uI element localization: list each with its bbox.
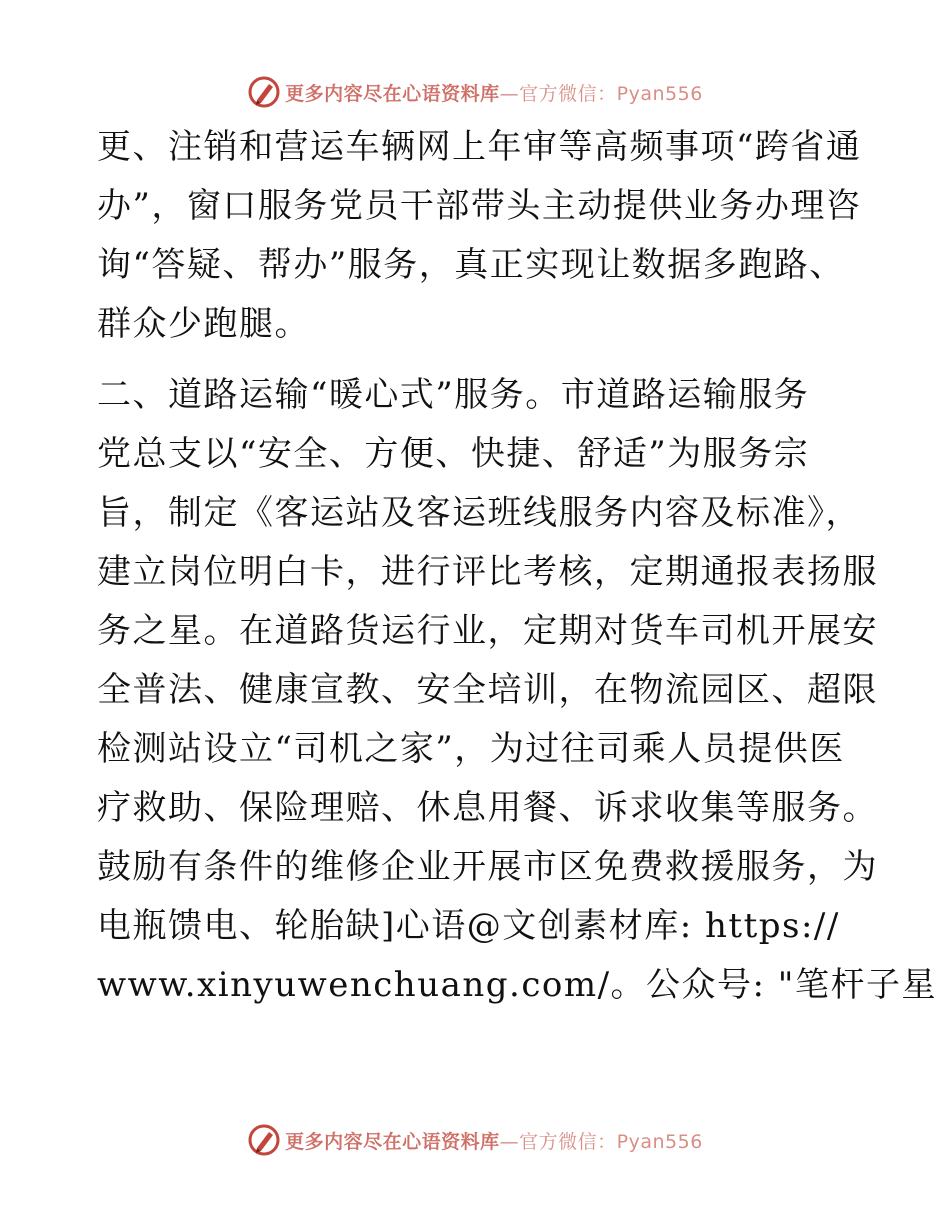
text-line: 更、注销和营运车辆网上年审等高频事项“跨省通 xyxy=(97,127,862,167)
text-line: 二、道路运输“暖心式”服务。市道路运输服务 xyxy=(97,375,810,415)
paragraph-2 xyxy=(97,366,937,1015)
footer-banner xyxy=(0,1120,950,1160)
text-line: 询“答疑、帮办”服务，真正实现让数据多跑路、 xyxy=(97,245,845,285)
text-line: 党总支以“安全、方便、快捷、舒适”为服务宗 xyxy=(97,434,810,474)
text-line: 群众少跑腿。 xyxy=(97,304,310,344)
footer-banner-wechat: —官方微信：Pyan556 xyxy=(499,1130,703,1153)
text-line: 鼓励有条件的维修企业开展市区免费救援服务，为 xyxy=(97,847,878,887)
header-banner-title: 更多内容尽在心语资料库 xyxy=(285,82,500,105)
header-banner-wechat: —官方微信：Pyan556 xyxy=(499,82,703,105)
text-line: 电瓶馈电、轮胎缺]心语@文创素材库: https:// xyxy=(97,906,840,946)
text-line: 疗救助、保险理赔、休息用餐、诉求收集等服务。 xyxy=(97,788,878,828)
text-line: 务之星。在道路货运行业，定期对货车司机开展安 xyxy=(97,611,878,651)
text-line: 办”，窗口服务党员干部带头主动提供业务办理咨 xyxy=(97,186,862,226)
text-line: 建立岗位明白卡，进行评比考核，定期通报表扬服 xyxy=(97,552,878,592)
text-line: 检测站设立“司机之家”，为过往司乘人员提供医 xyxy=(97,729,845,769)
text-line: 全普法、健康宣教、安全培训，在物流园区、超限 xyxy=(97,670,878,710)
paragraph-1 xyxy=(97,118,862,354)
text-line: www.xinyuwenchuang.com/。公众号: "笔杆子星 xyxy=(97,965,937,1005)
document-body xyxy=(97,118,937,1015)
footer-banner-title: 更多内容尽在心语资料库 xyxy=(285,1130,500,1153)
text-line: 旨，制定《客运站及客运班线服务内容及标准》， xyxy=(97,493,861,533)
pen-logo-icon xyxy=(247,75,281,109)
header-banner xyxy=(0,72,950,112)
pen-logo-icon xyxy=(247,1123,281,1157)
